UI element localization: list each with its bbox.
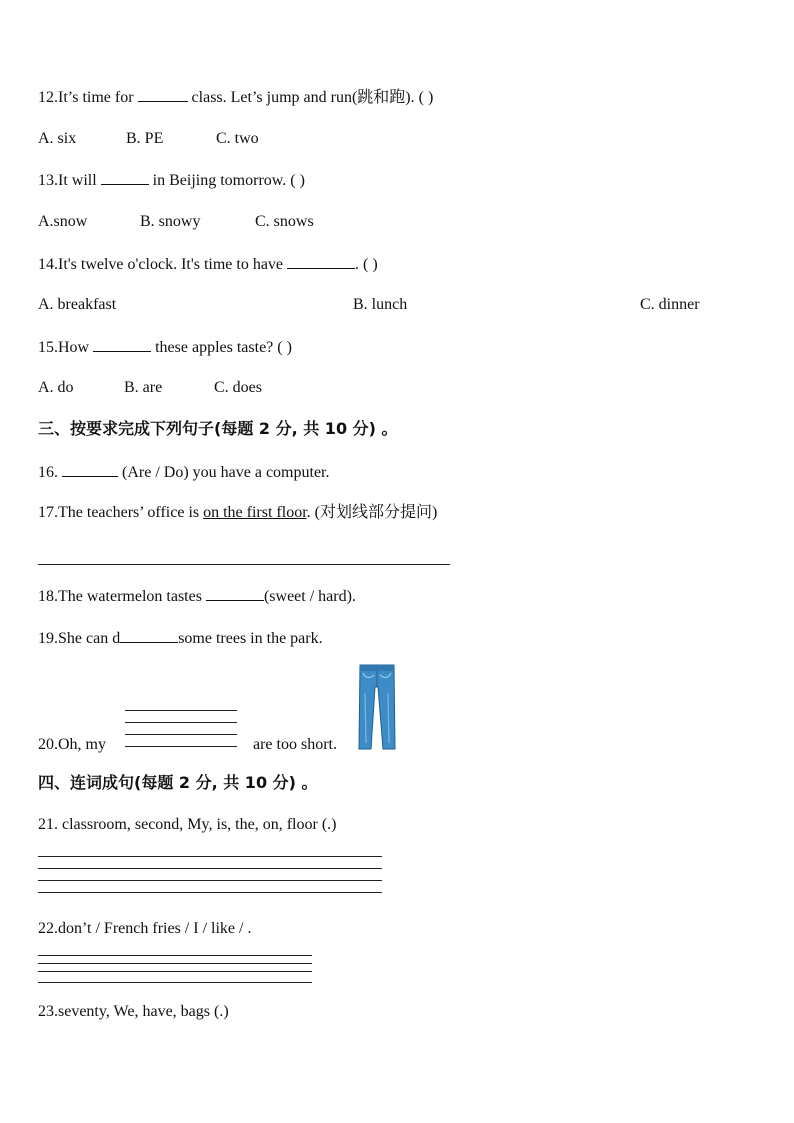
question-text: these apples taste? ( ) bbox=[151, 339, 292, 356]
answer-line[interactable] bbox=[38, 971, 312, 972]
option-c[interactable]: C. does bbox=[214, 379, 262, 396]
answer-line[interactable] bbox=[125, 722, 237, 723]
option-a[interactable]: A.snow bbox=[38, 213, 88, 230]
answer-line[interactable] bbox=[38, 982, 312, 983]
question-number: 17. bbox=[38, 504, 58, 521]
answer-line[interactable] bbox=[38, 868, 382, 869]
question-15 bbox=[38, 337, 292, 358]
question-number: 22. bbox=[38, 920, 58, 937]
question-text: It's twelve o'clock. It's time to have bbox=[58, 256, 288, 273]
answer-blank[interactable] bbox=[138, 87, 188, 102]
answer-blank[interactable] bbox=[101, 170, 149, 185]
option-a[interactable]: A. six bbox=[38, 130, 77, 147]
question-text: . ( ) bbox=[355, 256, 378, 273]
question-16 bbox=[38, 462, 329, 483]
question-19 bbox=[38, 628, 323, 649]
question-text: some trees in the park. bbox=[178, 630, 323, 647]
answer-line[interactable] bbox=[38, 955, 312, 956]
question-number: 15. bbox=[38, 339, 58, 356]
answer-blank[interactable] bbox=[93, 337, 151, 352]
question-14 bbox=[38, 254, 378, 275]
option-a[interactable]: A. breakfast bbox=[38, 296, 117, 313]
question-text: class. Let’s jump and run(跳和跑). ( ) bbox=[187, 89, 434, 106]
answer-blank[interactable] bbox=[287, 254, 355, 269]
question-text: The teachers’ office is bbox=[58, 504, 204, 521]
question-number: 14. bbox=[38, 256, 58, 273]
answer-line[interactable] bbox=[38, 856, 382, 857]
question-number: 21 bbox=[38, 816, 54, 833]
answer-line[interactable] bbox=[125, 710, 237, 711]
question-number: 19. bbox=[38, 630, 58, 647]
option-c[interactable]: C. dinner bbox=[640, 296, 700, 313]
question-text: seventy, We, have, bags (.) bbox=[58, 1003, 229, 1020]
option-c[interactable]: C. snows bbox=[255, 213, 314, 230]
question-text: . (对划线部分提问) bbox=[306, 504, 438, 521]
option-a[interactable]: A. do bbox=[38, 379, 74, 396]
answer-blank[interactable] bbox=[120, 628, 178, 643]
option-b[interactable]: B. lunch bbox=[353, 296, 408, 313]
question-text: She can d bbox=[58, 630, 121, 647]
question-text: The watermelon tastes bbox=[58, 588, 206, 605]
question-number: 18. bbox=[38, 588, 58, 605]
question-12 bbox=[38, 87, 433, 108]
question-text: It will bbox=[58, 172, 101, 189]
question-22 bbox=[38, 919, 251, 939]
answer-line[interactable] bbox=[38, 892, 382, 893]
question-text: (Are / Do) you have a computer. bbox=[118, 464, 330, 481]
option-b[interactable]: B. PE bbox=[126, 130, 164, 147]
answer-blank[interactable] bbox=[206, 586, 264, 601]
option-b[interactable]: B. snowy bbox=[140, 213, 201, 230]
answer-line[interactable] bbox=[38, 963, 312, 964]
question-text: (sweet / hard). bbox=[263, 588, 356, 605]
question-13 bbox=[38, 170, 305, 191]
underlined-phrase: on the first floor bbox=[203, 504, 307, 521]
question-number: 13. bbox=[38, 172, 58, 189]
question-17 bbox=[38, 503, 437, 523]
question-text: are too short. bbox=[253, 736, 337, 753]
answer-line[interactable] bbox=[38, 880, 382, 881]
question-number: 20. bbox=[38, 736, 58, 753]
question-number: 23. bbox=[38, 1003, 58, 1020]
question-18 bbox=[38, 586, 356, 607]
question-text: How bbox=[58, 339, 94, 356]
question-number: 16. bbox=[38, 464, 62, 481]
answer-line[interactable] bbox=[38, 564, 450, 565]
section-heading: 三、按要求完成下列句子(每题 2 分, 共 10 分) 。 bbox=[38, 419, 398, 438]
question-20 bbox=[38, 735, 106, 755]
question-23 bbox=[38, 1002, 229, 1022]
question-text: It’s time for bbox=[58, 89, 138, 106]
answer-line[interactable] bbox=[125, 746, 237, 747]
question-text: in Beijing tomorrow. ( ) bbox=[148, 172, 305, 189]
section-heading: 四、连词成句(每题 2 分, 共 10 分) 。 bbox=[38, 773, 318, 792]
question-text: . classroom, second, My, is, the, on, floor (.) bbox=[54, 816, 337, 833]
question-number: 12. bbox=[38, 89, 58, 106]
question-text: Oh, my bbox=[58, 736, 106, 753]
question-21 bbox=[38, 815, 336, 835]
jeans-icon bbox=[357, 663, 397, 751]
answer-blank[interactable] bbox=[62, 462, 118, 477]
answer-line[interactable] bbox=[125, 734, 237, 735]
question-text: don’t / French fries / I / like / . bbox=[58, 920, 252, 937]
option-b[interactable]: B. are bbox=[124, 379, 163, 396]
option-c[interactable]: C. two bbox=[216, 130, 259, 147]
